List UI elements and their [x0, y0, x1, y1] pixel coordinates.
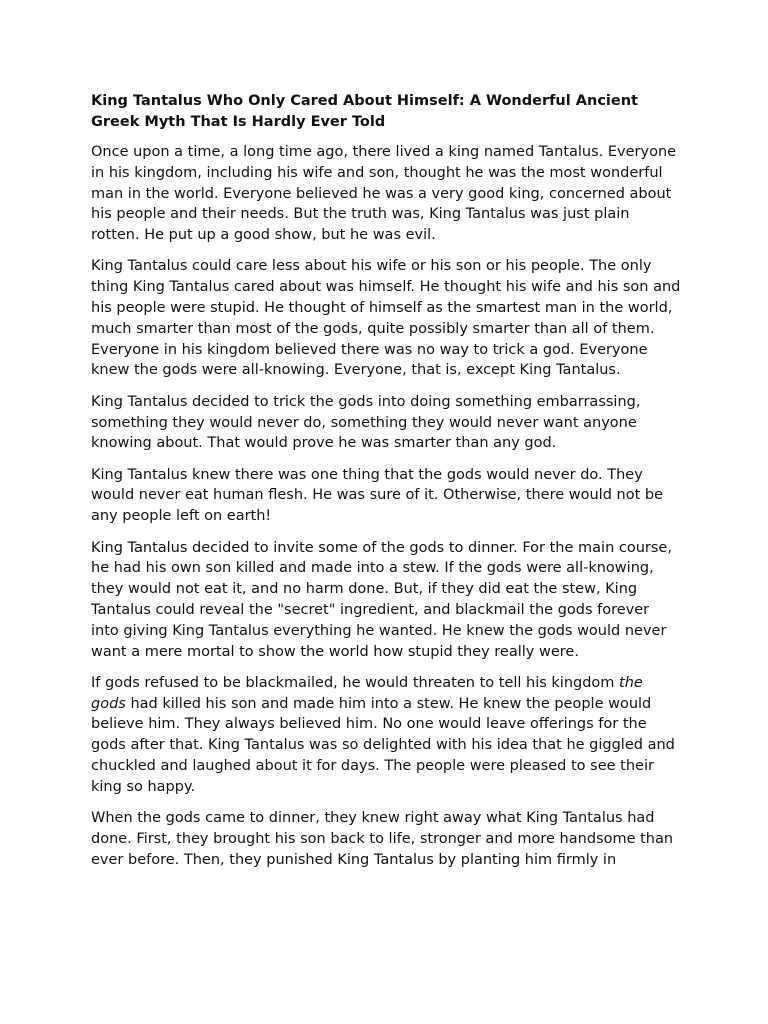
paragraph-3: King Tantalus decided to trick the gods into doing something embarrassing, something they would never do, something they would never want anyone knowing about. That would prove he was smarter than any god. — [91, 393, 641, 452]
document-title: King Tantalus Who Only Cared About Himself: A Wonderful Ancient Greek Myth That Is Hardly Ever Told — [91, 93, 638, 130]
paragraph-6 — [91, 673, 681, 798]
paragraph-5: King Tantalus decided to invite some of the gods to dinner. For the main course, he had his own son killed and made into a stew. If the gods were all-knowing, they would not eat it, and no harm done. But, if they did eat the stew, King Tantalus could reveal the "secret" ingredient, and blackmail the gods forever into giving King Tantalus everything he wanted. He knew the gods would never want a mere mortal to show the world how stupid they really were. — [91, 539, 672, 660]
paragraph-6-emphasis: the gods — [91, 674, 643, 712]
paragraph-4: King Tantalus knew there was one thing that the gods would never do. They would never eat human flesh. He was sure of it. Otherwise, there would not be any people left on earth! — [91, 466, 663, 525]
paragraph-7: When the gods came to dinner, they knew right away what King Tantalus had done. First, they brought his son back to life, stronger and more handsome than ever before. Then, they punished King Tantalus by planting him firmly in — [91, 810, 674, 868]
document-body — [91, 91, 681, 881]
paragraph-6-text-after: had killed his son and made him into a stew. He knew the people would believe him. They always believed him. No one would leave offerings for the gods after that. King Tantalus was so delighted with his idea that he giggled and chuckled and laughed about it for days. The people were pleased to see their king so happy. — [91, 695, 675, 795]
paragraph-2: King Tantalus could care less about his wife or his son or his people. The only thing King Tantalus cared about was himself. He thought his wife and his son and his people were stupid. He thought of himself as the smartest man in the world, much smarter than most of the gods, quite possibly smarter than all of them. Everyone in his kingdom believed there was no way to trick a god. Everyone knew the gods were all-knowing. Everyone, that is, except King Tantalus. — [91, 258, 681, 379]
paragraph-1: Once upon a time, a long time ago, there lived a king named Tantalus. Everyone in his kingdom, including his wife and son, thought he was the most wonderful man in the world. Everyone believed he was a very good king, concerned about his people and their needs. But the truth was, King Tantalus was just plain rotten. He put up a good show, but he was evil. — [91, 144, 677, 244]
paragraph-6-text-before: If gods refused to be blackmailed, he would threaten to tell his kingdom — [91, 674, 620, 691]
